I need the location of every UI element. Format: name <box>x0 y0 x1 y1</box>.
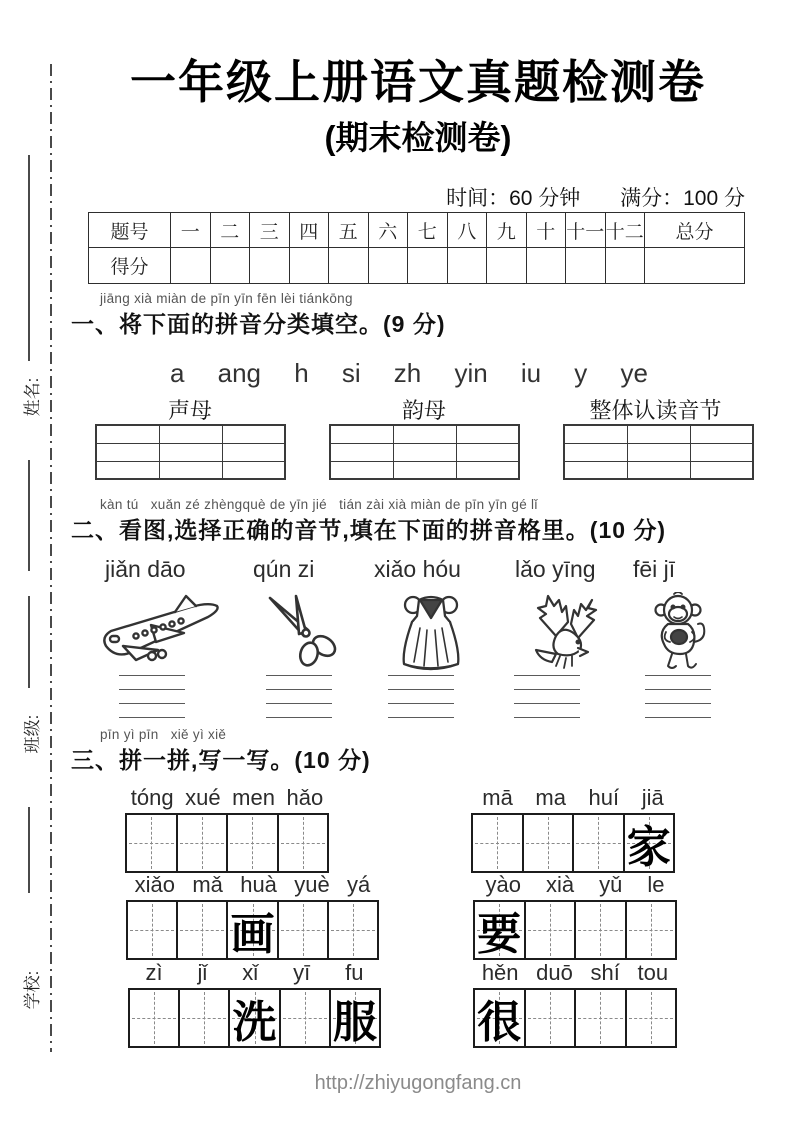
answer-cell <box>456 461 519 479</box>
pinyin-syllable: jǐ <box>197 960 208 985</box>
pinyin-syllable: jiā <box>641 785 664 810</box>
pinyin-syllable: tóng <box>130 785 174 810</box>
answer-cell <box>222 425 285 443</box>
word-option: xiǎo hóu <box>374 556 461 582</box>
pinyin-caption <box>126 872 379 898</box>
pinyin-item: a <box>170 358 185 388</box>
answer-cell <box>222 461 285 479</box>
category-label-whole-syllables: 整体认读音节 <box>589 398 722 423</box>
answer-cell <box>627 443 690 461</box>
pinyin-caption <box>128 960 381 986</box>
pinyin-item-bank <box>170 358 648 389</box>
pinyin-syllable: yào <box>485 872 521 897</box>
score-cell <box>250 248 290 284</box>
score-header-cell: 二 <box>210 213 250 248</box>
score-cell <box>487 248 527 284</box>
pinyin-syllable: yǔ <box>599 872 623 897</box>
footer-url[interactable]: http://zhiyugongfang.cn <box>314 1072 522 1094</box>
word-option: qún zi <box>253 556 315 582</box>
pinyin-item: yin <box>454 358 488 388</box>
score-header-cell: 题号 <box>89 213 171 248</box>
pinyin-syllable: fu <box>345 960 364 985</box>
write-group <box>473 872 677 960</box>
score-cell <box>368 248 408 284</box>
time-limit: 时间：60 分钟 <box>446 187 581 210</box>
pinyin-syllable: hěn <box>481 960 519 985</box>
score-row-label: 得分 <box>89 248 171 284</box>
answer-cell <box>393 425 456 443</box>
pinyin-syllable: xué <box>185 785 221 810</box>
tianzige-cell <box>128 902 178 958</box>
score-header-cell: 七 <box>408 213 448 248</box>
score-header-cell: 八 <box>447 213 487 248</box>
tianzige-cell: 家 <box>625 815 674 871</box>
pinyin-syllable: mā <box>482 785 513 810</box>
pinyin-syllable: huí <box>588 785 620 810</box>
tianzige-cell <box>228 815 279 871</box>
pinyin-caption <box>473 872 677 898</box>
section3-pinyin-ruby: pīn yì pīn xiě yì xiě <box>100 727 227 742</box>
pinyin-writing-grid <box>388 675 454 719</box>
pinyin-item: si <box>341 358 361 388</box>
answer-cell <box>690 461 753 479</box>
pinyin-syllable: mǎ <box>192 872 223 897</box>
tianzige-cell <box>574 815 625 871</box>
pinyin-syllable: yuè <box>294 872 330 897</box>
pinyin-item: ang <box>217 358 262 388</box>
answer-cell <box>564 461 627 479</box>
answer-cell <box>222 443 285 461</box>
score-value-row <box>89 248 745 284</box>
pinyin-caption <box>471 785 675 811</box>
monkey-image <box>652 592 710 672</box>
score-header-cell: 五 <box>329 213 369 248</box>
pinyin-syllable: yá <box>347 872 371 897</box>
exam-meta <box>88 182 745 212</box>
tianzige-cell: 很 <box>475 990 526 1046</box>
score-header-cell: 一 <box>171 213 211 248</box>
dress-image <box>392 592 470 674</box>
tianzige-cell <box>627 990 676 1046</box>
pinyin-writing-grid <box>266 675 332 719</box>
airplane-image <box>96 592 232 670</box>
pinyin-syllable: duō <box>536 960 573 985</box>
pinyin-caption <box>473 960 677 986</box>
answer-cell <box>690 443 753 461</box>
category-label-initials: 声母 <box>167 398 212 423</box>
score-cell <box>408 248 448 284</box>
pinyin-syllable: yī <box>293 960 311 985</box>
pinyin-writing-grid <box>645 675 711 719</box>
pinyin-syllable: hǎo <box>286 785 324 810</box>
word-option: jiǎn dāo <box>105 556 186 582</box>
tianzige-cell <box>329 902 377 958</box>
pinyin-item: ye <box>620 358 648 388</box>
write-group <box>471 785 675 873</box>
tianzige-cell <box>178 902 228 958</box>
pinyin-item: y <box>574 358 588 388</box>
tianzige-cell: 画 <box>228 902 278 958</box>
section2-pinyin-ruby: kàn tú xuǎn zé zhèngquè de yīn jié tián zài xià miàn de pīn yīn gé lǐ <box>100 497 538 512</box>
score-cell <box>447 248 487 284</box>
tianzige-cell <box>130 990 180 1046</box>
pinyin-syllable: le <box>647 872 665 897</box>
write-group <box>473 960 677 1048</box>
school-field-label: 学校: <box>23 970 42 1010</box>
score-cell <box>645 248 745 284</box>
pinyin-syllable: xǐ <box>242 960 259 985</box>
score-cell <box>210 248 250 284</box>
class-field-label: 班级: <box>23 714 42 754</box>
pinyin-syllable: zì <box>145 960 163 985</box>
tianzige-cell <box>576 902 627 958</box>
eagle-image <box>526 592 600 674</box>
tianzige-cell: 洗 <box>230 990 280 1046</box>
pinyin-syllable: ma <box>535 785 566 810</box>
pinyin-item: iu <box>520 358 542 388</box>
section3-heading: 三、拼一拼,写一写。(10 分) <box>71 747 371 773</box>
seal-fold-line <box>50 64 52 1052</box>
score-cell <box>526 248 566 284</box>
answer-cell <box>627 425 690 443</box>
pinyin-syllable: xià <box>545 872 575 897</box>
tianzige-cell <box>178 815 229 871</box>
answer-cell <box>330 443 393 461</box>
score-cell <box>329 248 369 284</box>
whole-syllables-answer-table <box>563 424 754 480</box>
pinyin-syllable: men <box>232 785 275 810</box>
name-blank-line <box>28 155 30 361</box>
answer-cell <box>330 461 393 479</box>
margin-blank-line <box>28 460 30 571</box>
section1-pinyin-ruby: jiāng xià miàn de pīn yīn fēn lèi tiánkōng <box>100 291 353 306</box>
tianzige-cell <box>127 815 178 871</box>
pinyin-syllable: huà <box>240 872 277 897</box>
score-header-cell: 十二 <box>605 213 645 248</box>
tianzige-cell <box>279 815 328 871</box>
tianzige-cell <box>524 815 575 871</box>
tianzige-cell <box>526 990 577 1046</box>
pinyin-syllable: tou <box>637 960 669 985</box>
pinyin-writing-grid <box>514 675 580 719</box>
score-header-cell: 四 <box>289 213 329 248</box>
word-option: lǎo yīng <box>515 556 596 582</box>
score-header-cell: 十 <box>526 213 566 248</box>
tianzige-cell <box>526 902 577 958</box>
score-header-cell: 十一 <box>566 213 606 248</box>
answer-cell <box>96 425 159 443</box>
score-header-cell: 九 <box>487 213 527 248</box>
score-header-cell: 三 <box>250 213 290 248</box>
write-group <box>125 785 329 873</box>
finals-answer-table <box>329 424 520 480</box>
page-title: 一年级上册语文真题检测卷 <box>130 56 706 108</box>
tianzige-cell: 要 <box>475 902 526 958</box>
tianzige-grid <box>126 900 379 960</box>
pinyin-writing-grid <box>119 675 185 719</box>
pinyin-syllable: shí <box>590 960 620 985</box>
full-score: 满分：100 分 <box>620 187 745 210</box>
answer-cell <box>690 425 753 443</box>
name-field-label: 姓名: <box>23 377 42 417</box>
answer-cell <box>564 443 627 461</box>
tianzige-cell <box>279 902 329 958</box>
tianzige-cell <box>180 990 230 1046</box>
page-subtitle: (期末检测卷) <box>324 119 512 156</box>
pinyin-item: zh <box>393 358 422 388</box>
score-header-cell: 六 <box>368 213 408 248</box>
answer-cell <box>159 443 222 461</box>
category-label-finals: 韵母 <box>401 398 446 423</box>
section2-heading: 二、看图,选择正确的音节,填在下面的拼音格里。(10 分) <box>71 517 667 543</box>
answer-cell <box>393 461 456 479</box>
answer-cell <box>456 443 519 461</box>
answer-cell <box>393 443 456 461</box>
pinyin-caption <box>125 785 329 811</box>
answer-cell <box>159 425 222 443</box>
score-table <box>88 212 745 284</box>
score-cell <box>289 248 329 284</box>
school-blank-line <box>28 807 30 893</box>
tianzige-grid <box>473 900 677 960</box>
tianzige-cell <box>576 990 627 1046</box>
pinyin-item: h <box>294 358 309 388</box>
tianzige-cell: 服 <box>331 990 379 1046</box>
tianzige-cell <box>281 990 331 1046</box>
tianzige-cell <box>627 902 676 958</box>
tianzige-grid <box>473 988 677 1048</box>
tianzige-cell <box>473 815 524 871</box>
score-header-cell: 总分 <box>645 213 745 248</box>
answer-cell <box>627 461 690 479</box>
word-option: fēi jī <box>633 556 676 582</box>
class-blank-line <box>28 596 30 688</box>
tianzige-grid <box>471 813 675 873</box>
answer-cell <box>96 443 159 461</box>
answer-cell <box>159 461 222 479</box>
tianzige-grid <box>128 988 381 1048</box>
score-header-row <box>89 213 745 248</box>
answer-cell <box>564 425 627 443</box>
scissors-image <box>262 592 342 668</box>
write-group <box>126 872 379 960</box>
initials-answer-table <box>95 424 286 480</box>
section1-heading: 一、将下面的拼音分类填空。(9 分) <box>71 311 446 337</box>
score-cell <box>605 248 645 284</box>
answer-cell <box>96 461 159 479</box>
score-cell <box>171 248 211 284</box>
tianzige-grid <box>125 813 329 873</box>
answer-cell <box>456 425 519 443</box>
write-group <box>128 960 381 1048</box>
score-cell <box>566 248 606 284</box>
pinyin-syllable: xiǎo <box>134 872 176 897</box>
answer-cell <box>330 425 393 443</box>
